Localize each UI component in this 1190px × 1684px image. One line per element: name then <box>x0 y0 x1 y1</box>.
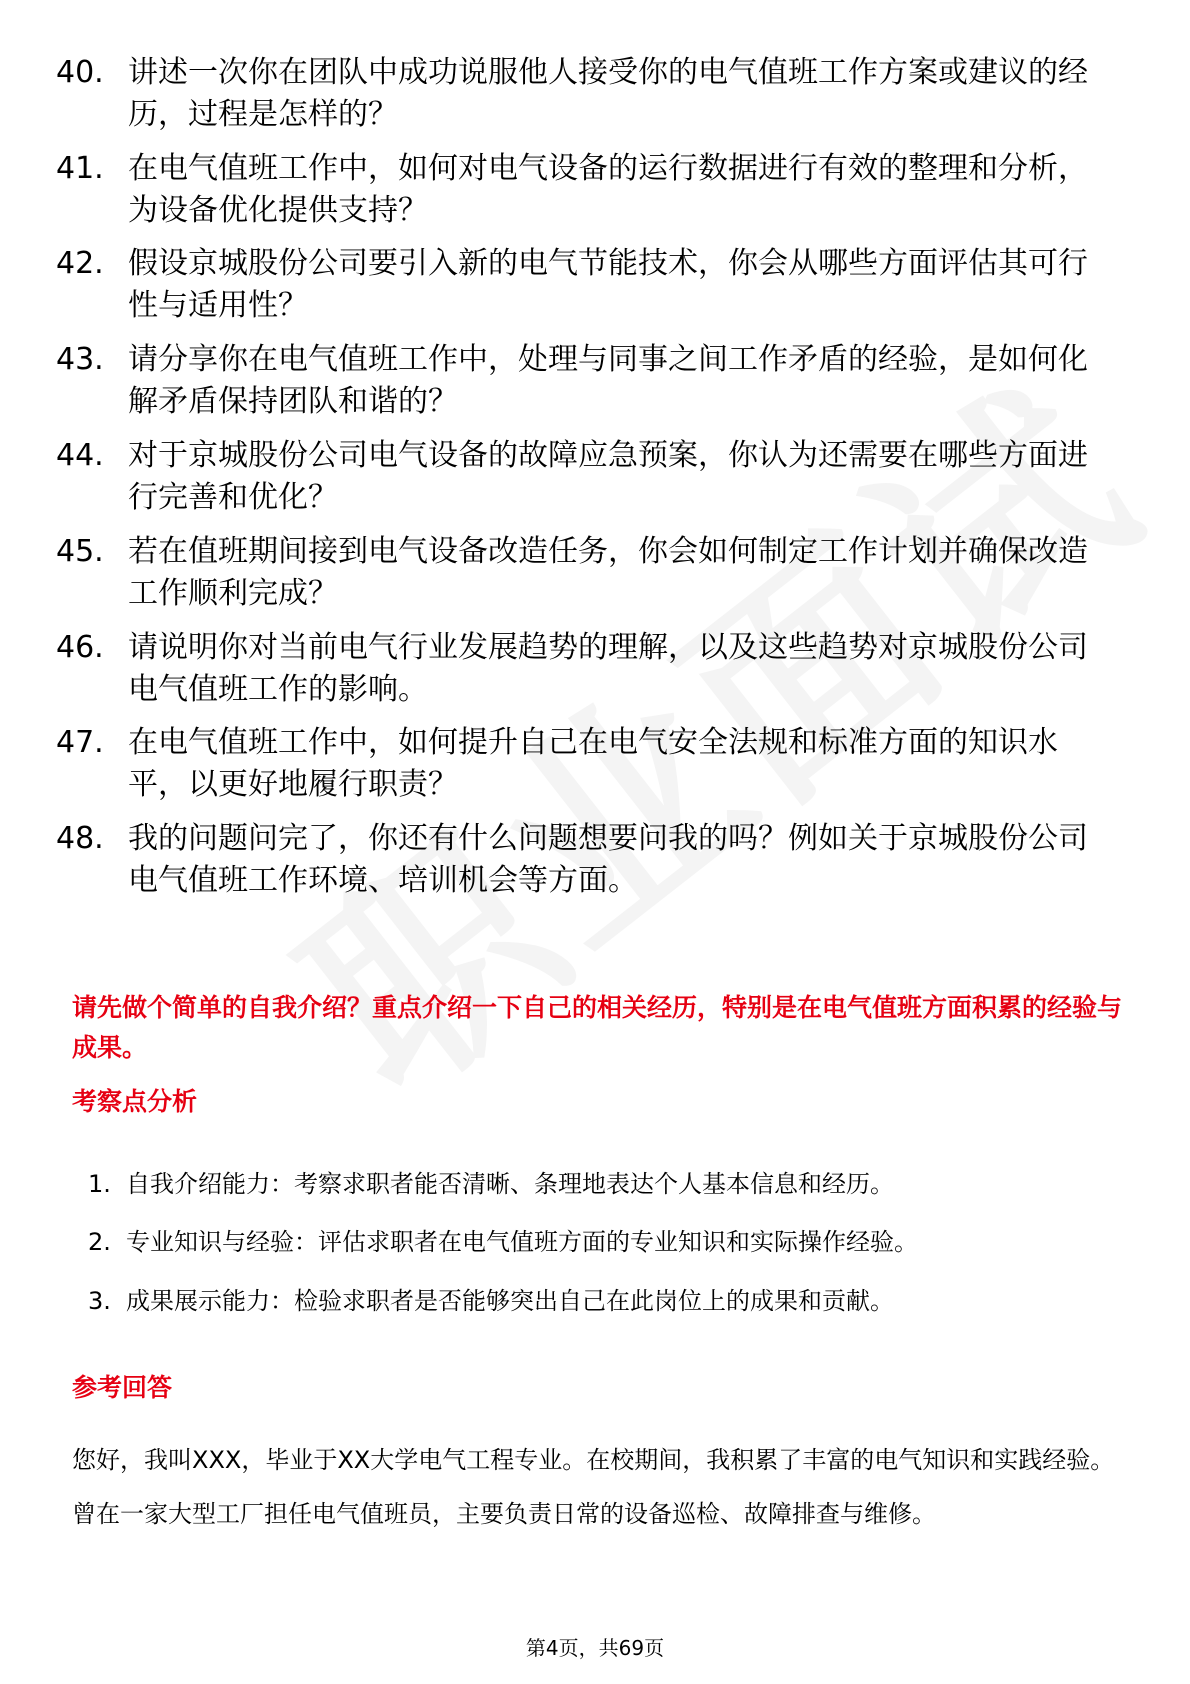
analysis-number: 1. <box>88 1170 111 1198</box>
question-text: 假设京城股份公司要引入新的电气节能技术，你会从哪些方面评估其可行性与适用性？ <box>128 246 1088 323</box>
question-number: 48. <box>56 821 104 856</box>
question-item <box>56 339 1116 423</box>
analysis-heading: 考察点分析 <box>72 1087 198 1116</box>
question-number: 40. <box>56 55 104 90</box>
question-item <box>56 243 1116 327</box>
analysis-text: 自我介绍能力：考察求职者能否清晰、条理地表达个人基本信息和经历。 <box>126 1170 894 1198</box>
question-text: 请说明你对当前电气行业发展趋势的理解，以及这些趋势对京城股份公司电气值班工作的影响。 <box>128 630 1088 707</box>
featured-question: 请先做个简单的自我介绍？重点介绍一下自己的相关经历，特别是在电气值班方面积累的经验与成果。 <box>72 993 1123 1062</box>
question-number: 42. <box>56 246 104 281</box>
question-text: 讲述一次你在团队中成功说服他人接受你的电气值班工作方案或建议的经历，过程是怎样的？ <box>128 55 1088 132</box>
question-text: 在电气值班工作中，如何提升自己在电气安全法规和标准方面的知识水平，以更好地履行职责？ <box>128 725 1058 802</box>
question-item <box>56 818 1116 902</box>
question-item <box>56 722 1116 806</box>
question-number: 47. <box>56 725 104 760</box>
question-number: 44. <box>56 438 104 473</box>
question-number: 45. <box>56 534 104 569</box>
question-text: 我的问题问完了，你还有什么问题想要问我的吗？例如关于京城股份公司电气值班工作环境、培训机会等方面。 <box>128 821 1088 898</box>
question-item <box>56 52 1116 136</box>
question-text: 对于京城股份公司电气设备的故障应急预案，你认为还需要在哪些方面进行完善和优化？ <box>128 438 1088 515</box>
analysis-text: 成果展示能力：检验求职者是否能够突出自己在此岗位上的成果和贡献。 <box>126 1287 894 1315</box>
reference-answer: 您好，我叫XXX，毕业于XX大学电气工程专业。在校期间，我积累了丰富的电气知识和实践经验。曾在一家大型工厂担任电气值班员，主要负责日常的设备巡检、故障排查与维修。 <box>72 1446 1115 1528</box>
analysis-item <box>88 1225 1128 1259</box>
analysis-number: 2. <box>88 1228 111 1256</box>
analysis-number: 3. <box>88 1287 111 1315</box>
question-item <box>56 435 1116 519</box>
analysis-item <box>88 1167 1128 1201</box>
question-text: 若在值班期间接到电气设备改造任务，你会如何制定工作计划并确保改造工作顺利完成？ <box>128 534 1088 611</box>
question-item <box>56 531 1116 615</box>
question-item <box>56 627 1116 711</box>
question-text: 在电气值班工作中，如何对电气设备的运行数据进行有效的整理和分析，为设备优化提供支持？ <box>128 151 1088 228</box>
question-text: 请分享你在电气值班工作中，处理与同事之间工作矛盾的经验，是如何化解矛盾保持团队和谐的？ <box>128 342 1088 419</box>
question-number: 41. <box>56 151 104 186</box>
question-item <box>56 148 1116 232</box>
reference-heading: 参考回答 <box>72 1373 173 1402</box>
question-number: 46. <box>56 630 104 665</box>
analysis-item <box>88 1284 1128 1318</box>
question-number: 43. <box>56 342 104 377</box>
page-footer: 第4页，共69页 <box>525 1636 665 1660</box>
analysis-text: 专业知识与经验：评估求职者在电气值班方面的专业知识和实际操作经验。 <box>126 1228 918 1256</box>
